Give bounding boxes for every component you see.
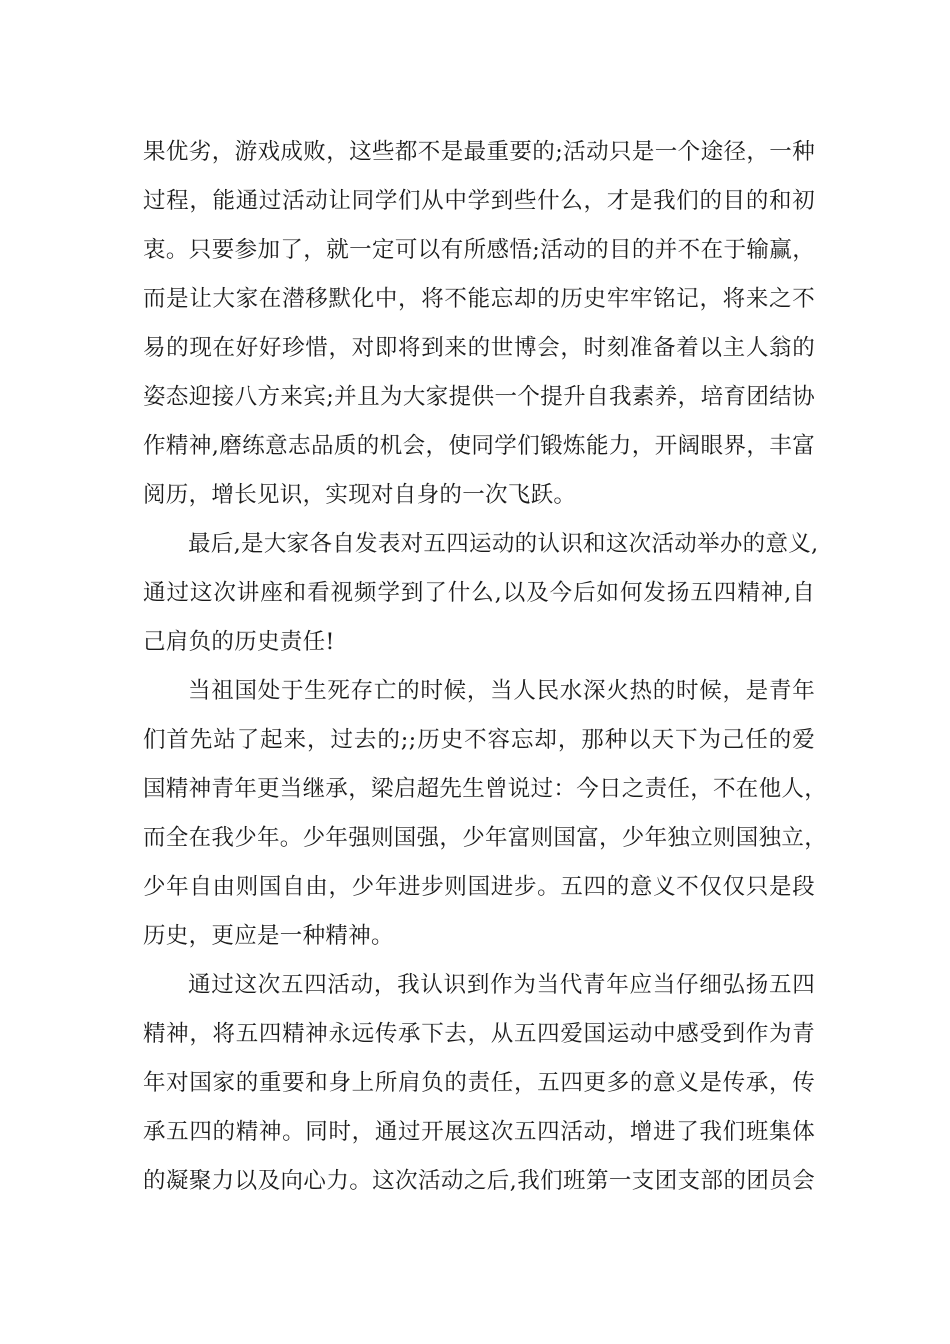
text-line: 历史，更应是一种精神。 [143, 923, 394, 949]
text-line: 的凝聚力以及向心力。这次活动之后,我们班第一支团支部的团员会 [143, 1168, 815, 1194]
text-line: 通过这次讲座和看视频学到了什么,以及今后如何发扬五四精神,自 [143, 580, 815, 606]
text-line: 承五四的精神。同时，通过开展这次五四活动，增进了我们班集体 [143, 1119, 815, 1145]
text-line: 年对国家的重要和身上所肩负的责任，五四更多的意义是传承，传 [143, 1070, 815, 1096]
text-line: 而全在我少年。少年强则国强，少年富则国富，少年独立则国独立， [143, 825, 828, 851]
text-line: 少年自由则国自由，少年进步则国进步。五四的意义不仅仅只是段 [143, 874, 815, 900]
text-line: 姿态迎接八方来宾;并且为大家提供一个提升自我素养，培育团结协 [143, 384, 815, 410]
document-body [143, 128, 828, 1206]
text-line: 精神，将五四精神永远传承下去，从五四爱国运动中感受到作为青 [143, 1021, 815, 1047]
text-line: 己肩负的历史责任! [143, 629, 335, 655]
text-line: 们首先站了起来，过去的;;历史不容忘却，那种以天下为己任的爱 [143, 727, 815, 753]
paragraph-first-line: 当祖国处于生死存亡的时候，当人民水深火热的时候，是青年 [188, 678, 815, 704]
text-line: 易的现在好好珍惜，对即将到来的世博会，时刻准备着以主人翁的 [143, 335, 815, 361]
text-line: 而是让大家在潜移默化中，将不能忘却的历史牢牢铭记，将来之不 [143, 286, 815, 312]
text-line: 国精神青年更当继承，梁启超先生曾说过：今日之责任，不在他人， [143, 776, 828, 802]
text-line: 过程，能通过活动让同学们从中学到些什么，才是我们的目的和初 [143, 188, 815, 214]
text-line: 果优劣，游戏成败，这些都不是最重要的;活动只是一个途径，一种 [143, 139, 815, 165]
text-line: 阅历，增长见识，实现对自身的一次飞跃。 [143, 482, 577, 508]
text-line: 衷。只要参加了，就一定可以有所感悟;活动的目的并不在于输赢， [143, 237, 815, 263]
paragraph-first-line: 通过这次五四活动，我认识到作为当代青年应当仔细弘扬五四 [188, 972, 815, 998]
text-line: 作精神,磨练意志品质的机会，使同学们锻炼能力，开阔眼界，丰富 [143, 433, 815, 459]
paragraph-first-line: 最后,是大家各自发表对五四运动的认识和这次活动举办的意义, [188, 531, 819, 557]
